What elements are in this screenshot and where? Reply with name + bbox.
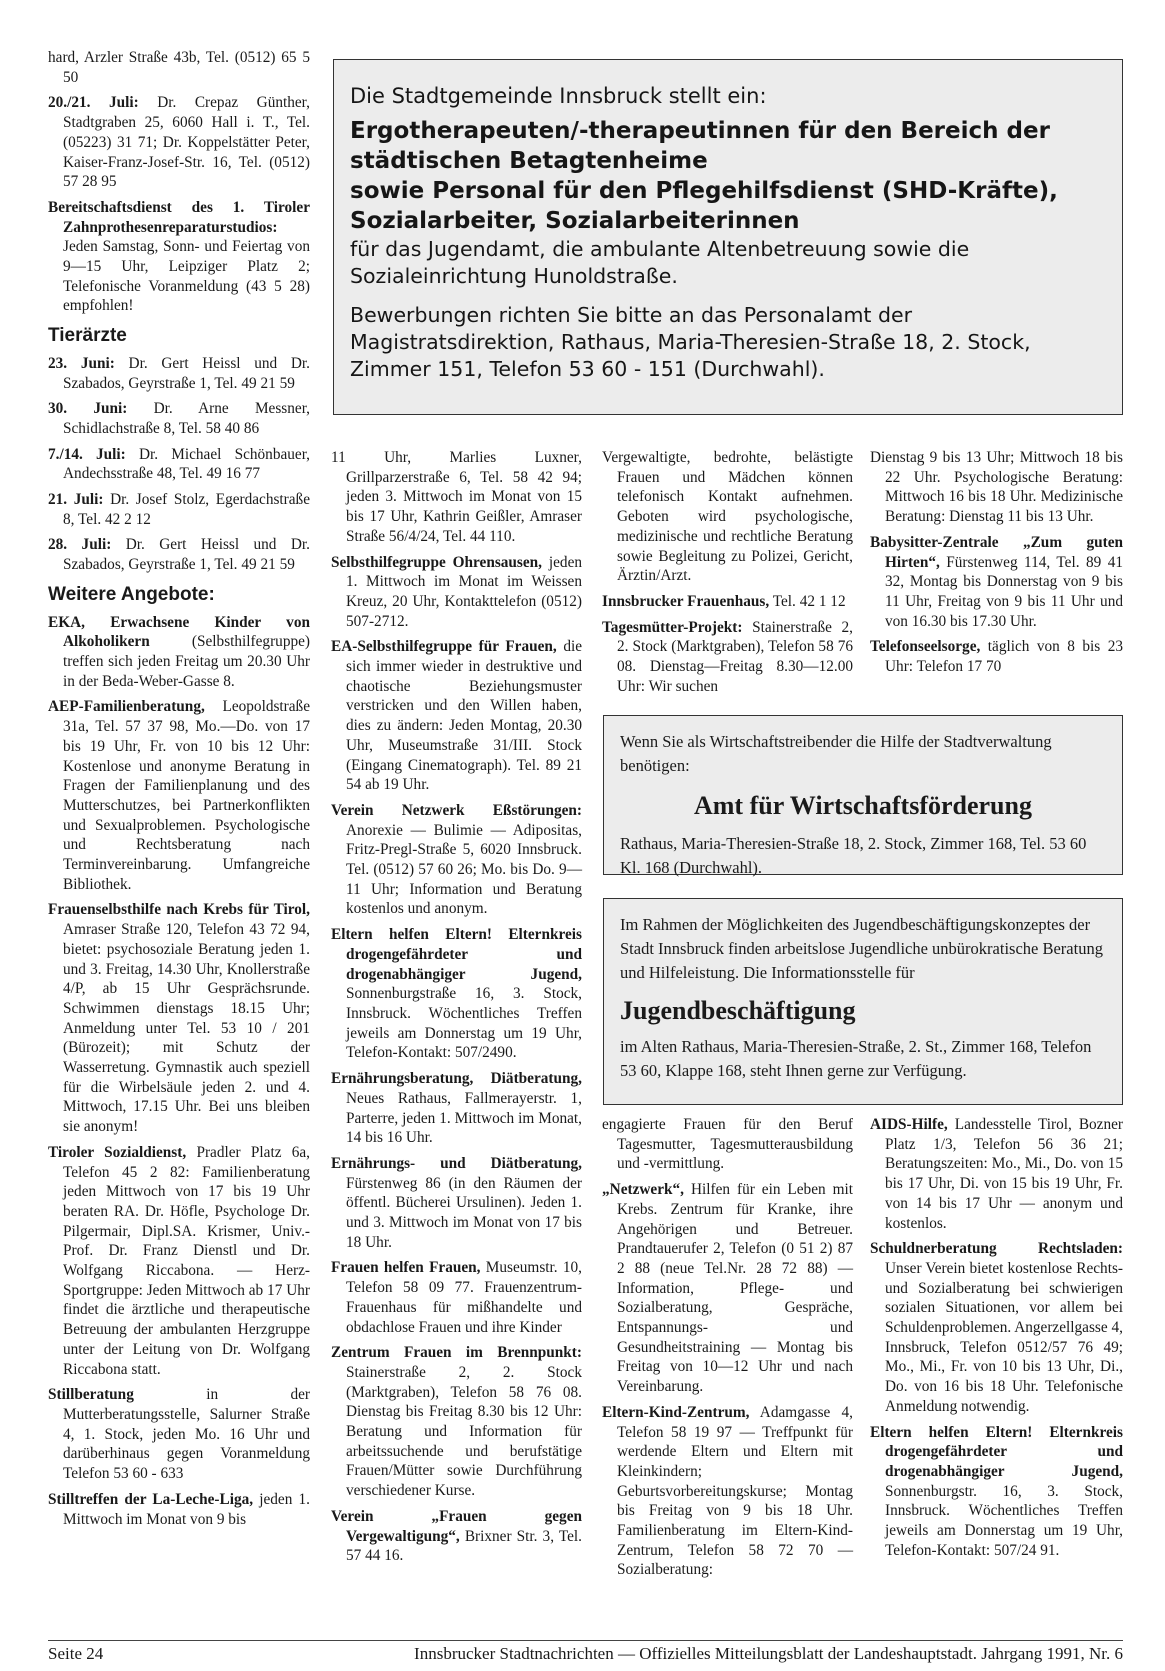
entry-name: Ernährungs- und Diätberatung, bbox=[331, 1154, 582, 1172]
entry-name: Babysitter-Zentrale „Zum guten Hirten“, bbox=[870, 533, 1123, 571]
job-ad-application-info: Bewerbungen richten Sie bitte an das Personalamt der Magistratsdirektion, Rathaus, Maria-Theresien-Straße 18, 2. Stock, Zimmer 151, Telefon 53 60 - 151 (Durchwahl). bbox=[350, 303, 1031, 381]
job-ad-intro: Die Stadtgemeinde Innsbruck stellt ein: bbox=[350, 84, 767, 108]
listing-entry: Babysitter-Zentrale „Zum guten Hirten“, Fürstenweg 114, Tel. 89 41 32, Montag bis Donnerstag von 9 bis 11 Uhr, Freitag von 9 bis 11 Uhr und von 16.30 bis 17.30 Uhr. bbox=[870, 533, 1123, 630]
page-footer bbox=[48, 1640, 1123, 1664]
entry-name: Schuldnerberatung Rechtsladen: bbox=[870, 1240, 1123, 1258]
listing-entry: Eltern helfen Eltern! Elternkreis drogengefährdeter und drogenabhängiger Jugend, Sonnenburgstraße 16, 3. Stock, Innsbruck. Wöchentliches Treffen jeweils am Donnerstag um 19 Uhr, Telefon-Kontakt: 507/2490. bbox=[331, 926, 582, 1062]
entry-name: Zentrum Frauen im Brennpunkt: bbox=[331, 1344, 582, 1362]
column-4-upper bbox=[870, 448, 1123, 683]
entry-name: 28. Juli: bbox=[48, 536, 112, 554]
entry-name: Stilltreffen der La-Leche-Liga, bbox=[48, 1490, 254, 1508]
entry-name: Eltern helfen Eltern! Elternkreis drogengefährdeter und drogenabhängiger Jugend, bbox=[331, 926, 582, 983]
entry-name: 20./21. Juli: bbox=[48, 94, 139, 112]
listing-entry: Innsbrucker Frauenhaus, Tel. 42 1 12 bbox=[602, 592, 846, 610]
entry-name: Verein Netzwerk Eßstörungen: bbox=[331, 801, 582, 819]
publication-line: Innsbrucker Stadtnachrichten — Offizielles Mitteilungsblatt der Landeshauptstadt. Jahrgang 1991, Nr. 6 bbox=[414, 1644, 1123, 1663]
entry-name: 30. Juni: bbox=[48, 400, 128, 418]
entry-name: 23. Juni: bbox=[48, 354, 115, 372]
listing-entry: AIDS-Hilfe, Landesstelle Tirol, Bozner Platz 1/3, Telefon 56 36 21; Beratungszeiten: Mo., Mi., Do. von 15 bis 17 Uhr, Di. von 15 bis 19 Uhr, Fr. von 14 bis 17 Uhr — anonym und kostenlos. bbox=[870, 1116, 1123, 1232]
entry-name: Verein „Frauen gegen Vergewaltigung“, bbox=[331, 1507, 582, 1545]
listing-entry: Eltern helfen Eltern! Elternkreis drogengefährdeter und drogenabhängiger Jugend, Sonnenburgstr. 16, 3. Stock, Innsbruck. Wöchentliches Treffen jeweils am Donnerstag um 19 Uhr, Telefon-Kontakt: 507/24 91. bbox=[870, 1423, 1123, 1559]
wirtschaftsfoerderung-box bbox=[603, 715, 1123, 875]
listing-entry: EKA, Erwachsene Kinder von Alkoholikern (Selbsthilfegruppe) treffen sich jeden Freitag um 20.30 Uhr in der Beda-Weber-Gasse 8. bbox=[48, 613, 310, 690]
entry-name: AIDS-Hilfe, bbox=[870, 1116, 948, 1133]
listing-entry: Eltern-Kind-Zentrum, Adamgasse 4, Telefon 58 19 97 — Treffpunkt für werdende Eltern und Eltern mit Kleinkindern; Geburtsvorbereitungskurse; Montag bis Freitag von 9 bis 18 Uhr. Familienberatung im Eltern-Kind-Zentrum, Telefon 58 72 70 — Sozialberatung: bbox=[602, 1403, 853, 1579]
job-advertisement-box bbox=[333, 59, 1123, 415]
job-ad-subtitle: für das Jugendamt, die ambulante Altenbetreuung sowie die Sozialeinrichtung Hunoldstraße. bbox=[350, 237, 970, 288]
listing-entry: Vergewaltigte, bedrohte, belästigte Frauen und Mädchen können telefonisch Kontakt aufnehmen. Geboten wird psychologische, medizinische und rechtliche Beratung sowie Begleitung zu Polizei, Gericht, Ärztin/Arzt. bbox=[602, 449, 853, 585]
listing-entry: Dienstag 9 bis 13 Uhr; Mittwoch 18 bis 22 Uhr. Psychologische Beratung: Mittwoch 16 bis 18 Uhr. Medizinische Beratung: Dienstag 11 bis 13 Uhr. bbox=[870, 449, 1123, 526]
column-4-lower bbox=[870, 1115, 1123, 1566]
column-3-upper bbox=[602, 448, 853, 702]
jugend-intro: Im Rahmen der Möglichkeiten des Jugendbeschäftigungskonzeptes der Stadt Innsbruck finden arbeitslose Jugendliche unbürokratische Beratung und Hilfeleistung. Die Informationsstelle für bbox=[620, 915, 1103, 982]
listing-entry: 21. Juli: Dr. Josef Stolz, Egerdachstraße 8, Tel. 42 2 12 bbox=[48, 491, 310, 528]
listing-entry: 7./14. Juli: Dr. Michael Schönbauer, Andechsstraße 48, Tel. 49 16 77 bbox=[48, 445, 310, 483]
jugendbeschaeftigung-box bbox=[603, 898, 1123, 1105]
entry-name: Eltern-Kind-Zentrum, bbox=[602, 1403, 750, 1421]
entry-name: Telefonseelsorge, bbox=[870, 638, 981, 656]
job-ad-title-1: Ergotherapeuten/-therapeutinnen für den Bereich der städtischen Betagtenheime bbox=[350, 118, 1050, 174]
listing-entry: engagierte Frauen für den Beruf Tagesmutter, Tagesmutterausbildung und -vermittlung. bbox=[602, 1116, 853, 1173]
listing-entry: 20./21. Juli: Dr. Crepaz Günther, Stadtgraben 25, 6060 Hall i. T., Tel. (05223) 31 71; Dr. Koppelstätter Peter, Kaiser-Franz-Josef-Str. 16, Tel. (0512) 57 28 95 bbox=[48, 94, 310, 191]
entry-name: Tiroler Sozialdienst, bbox=[48, 1143, 187, 1161]
wirtschaft-title: Amt für Wirtschaftsförderung bbox=[694, 791, 1032, 820]
listing-entry: Zentrum Frauen im Brennpunkt: Stainerstraße 2, 2. Stock (Marktgraben), Telefon 58 76 08. Dienstag bis Freitag 8.30 bis 12 Uhr: Beratung und Information für arbeitssuchende und berufstätige Frauen/Mütter sowie Durchführung verschiedener Kurse. bbox=[331, 1344, 582, 1500]
listing-entry: Frauen helfen Frauen, Museumstr. 10, Telefon 58 09 77. Frauenzentrum-Frauenhaus für mißhandelte und obdachlose Frauen und ihre Kinder bbox=[331, 1259, 582, 1336]
listing-entry: Schuldnerberatung Rechtsladen: Unser Verein bietet kostenlose Rechts- und Sozialberatung bei schwierigen sozialen Situationen, vor allem bei Schuldenproblemen. Angerzellgasse 4, Innsbruck, Telefon 0512/57 76 49; Mo., Mi., Fr. von 10 bis 13 Uhr, Di., Do. von 16 bis 18 Uhr. Telefonische Anmeldung notwendig. bbox=[870, 1240, 1123, 1415]
entry-name: EA-Selbsthilfegruppe für Frauen, bbox=[331, 638, 557, 656]
listing-entry: Frauenselbsthilfe nach Krebs für Tirol, Amraser Straße 120, Telefon 43 72 94, bietet: psychosoziale Beratung jeden 1. und 3. Freitag, 14.30 Uhr, Knollerstraße 4/P, ab 15 Uhr Gesprächsrunde. Schwimmen dienstags 18.15 Uhr; Anmeldung unter Tel. 53 10 / 201 (Bürozeit); mit Schutz der Wasserretung. Gymnastik auch speziell für die Wirbelsäule jeden 2. und 4. Mittwoch, 17.15 Uhr. Bei uns bleiben sie anonym! bbox=[48, 901, 310, 1136]
listing-entry: Bereitschaftsdienst des 1. Tiroler Zahnprothesenreparaturstudios: Jeden Samstag, Sonn- und Feiertag von 9—15 Uhr, Leipziger Platz 2; Telefonische Voranmeldung (43 5 28) empfohlen! bbox=[48, 198, 310, 315]
entry-name: Frauen helfen Frauen, bbox=[331, 1259, 481, 1277]
entry-name: Bereitschaftsdienst des 1. Tiroler Zahnprothesenreparaturstudios: bbox=[48, 198, 310, 236]
column-1 bbox=[48, 48, 310, 1535]
entry-name: Stillberatung bbox=[48, 1386, 134, 1404]
listing-entry: AEP-Familienberatung, Leopoldstraße 31a, Tel. 57 37 98, Mo.—Do. von 17 bis 19 Uhr, Fr. von 10 bis 12 Uhr: Kostenlose und anonyme Beratung in Fragen der Familienplanung und des Mutterschutzes, bei Partnerkonflikten und Sexualproblemen. Psychologische und Rechtsberatung nach Terminvereinbarung. Umfangreiche Bibliothek. bbox=[48, 698, 310, 893]
listing-entry: Telefonseelsorge, täglich von 8 bis 23 Uhr: Telefon 17 70 bbox=[870, 638, 1123, 676]
listing-entry: 30. Juni: Dr. Arne Messner, Schidlachstraße 8, Tel. 58 40 86 bbox=[48, 400, 310, 437]
jugend-title: Jugendbeschäftigung bbox=[620, 996, 856, 1025]
entry-name: Tagesmütter-Projekt: bbox=[602, 618, 743, 636]
listing-entry: 23. Juni: Dr. Gert Heissl und Dr. Szabados, Geyrstraße 1, Tel. 49 21 59 bbox=[48, 354, 311, 392]
entry-name: 7./14. Juli: bbox=[48, 445, 126, 463]
listing-entry: Ernährungs- und Diätberatung, Fürstenweg 86 (in den Räumen der öffentl. Bücherei Ursulinen). Jeden 1. und 3. Mittwoch im Monat von 17 bis 18 Uhr. bbox=[331, 1154, 582, 1251]
entry-name: „Netzwerk“, bbox=[602, 1181, 684, 1199]
listing-entry: Tagesmütter-Projekt: Stainerstraße 2, 2. Stock (Marktgraben), Telefon 58 76 08. Dienstag—Freitag 8.30—12.00 Uhr: Wir suchen bbox=[602, 618, 853, 695]
entry-name: Ernährungsberatung, Diätberatung, bbox=[331, 1070, 582, 1088]
listing-entry: Selbsthilfegruppe Ohrensausen, jeden 1. Mittwoch im Monat im Weissen Kreuz, 20 Uhr, Kontakttelefon (0512) 507-2712. bbox=[331, 553, 583, 630]
entry-name: Frauenselbsthilfe nach Krebs für Tirol, bbox=[48, 901, 310, 919]
column-2 bbox=[331, 448, 582, 1572]
listing-entry: Stillberatung in der Mutterberatungsstelle, Salurner Straße 4, 1. Stock, jeden Mo. 16 Uhr und darüberhinaus gegen Voranmeldung Telefon 53 60 - 633 bbox=[48, 1386, 310, 1483]
entry-name: 21. Juli: bbox=[48, 491, 104, 509]
job-ad-title-2: sowie Personal für den Pflegehilfsdienst (SHD-Kräfte), Sozialarbeiter, Sozialarbeiterinnen bbox=[350, 178, 1058, 234]
listing-entry: Tiroler Sozialdienst, Pradler Platz 6a, Telefon 45 2 82: Familienberatung jeden Mittwoch von 17 bis 19 Uhr beraten RA. Dr. Höfle, Psychologe Dr. Pilgermair, Dipl.SA. Krismer, Univ.-Prof. Dr. Franz Dienstl und Dr. Wolfgang Riccabona. — Herz-Sportgruppe: Jeden Mittwoch ab 17 Uhr findet die ärztliche und therapeutische Betreuung der ambulanten Herzgruppe unter der Leitung von Dr. Wolfgang Riccabona statt. bbox=[48, 1143, 311, 1378]
wirtschaft-intro: Wenn Sie als Wirtschaftstreibender die Hilfe der Stadtverwaltung benötigen: bbox=[620, 732, 1052, 775]
listing-entry: Ernährungsberatung, Diätberatung, Neues Rathaus, Fallmerayerstr. 1, Parterre, jeden 1. Mittwoch im Monat, 14 bis 16 Uhr. bbox=[331, 1070, 582, 1147]
listing-entry: hard, Arzler Straße 43b, Tel. (0512) 65 5 50 bbox=[48, 49, 310, 86]
listing-entry: 11 Uhr, Marlies Luxner, Grillparzerstraße 6, Tel. 58 42 94; jeden 3. Mittwoch im Monat von 15 bis 17 Uhr, Kathrin Geißler, Amraser Straße 56/4/24, Tel. 44 110. bbox=[331, 449, 582, 545]
section-heading: Weitere Angebote: bbox=[48, 583, 215, 605]
column-3-lower bbox=[602, 1115, 853, 1586]
listing-entry: „Netzwerk“, Hilfen für ein Leben mit Krebs. Zentrum für Kranke, ihre Angehörigen und Betreuer. Prandtauerufer 2, Telefon (0 51 2) 87 2 88 (neue Tel.Nr. 28 72 88) — Information, Pflege- und Sozialberatung, Gespräche, Entspannungs- und Gesundheitstraining — Montag bis Freitag von 10—12 Uhr und nach Vereinbarung. bbox=[602, 1181, 853, 1396]
entry-name: Eltern helfen Eltern! Elternkreis drogengefährdeter und drogenabhängiger Jugend, bbox=[870, 1423, 1123, 1480]
entry-name: AEP-Familienberatung, bbox=[48, 698, 205, 716]
entry-name: EKA, Erwachsene Kinder von Alkoholikern bbox=[48, 613, 310, 651]
page-number: Seite 24 bbox=[48, 1644, 104, 1663]
section-heading: Tierärzte bbox=[48, 325, 127, 347]
listing-entry: Verein „Frauen gegen Vergewaltigung“, Brixner Str. 3, Tel. 57 44 16. bbox=[331, 1507, 582, 1565]
jugend-address: im Alten Rathaus, Maria-Theresien-Straße, 2. St., Zimmer 168, Telefon 53 60, Klappe 168, steht Ihnen gerne zur Verfügung. bbox=[620, 1037, 1092, 1080]
entry-name: Selbsthilfegruppe Ohrensausen, bbox=[331, 553, 543, 571]
listing-entry: EA-Selbsthilfegruppe für Frauen, die sich immer wieder in destruktive und chaotische Beziehungsmuster verstricken und den Willen haben, dies zu ändern: Jeden Montag, 20.30 Uhr, Museumstraße 31/III. Stock (Eingang Cinematograph). Tel. 89 21 54 ab 19 Uhr. bbox=[331, 638, 583, 794]
listing-entry: Stilltreffen der La-Leche-Liga, jeden 1. Mittwoch im Monat von 9 bis bbox=[48, 1490, 311, 1528]
listing-entry: Verein Netzwerk Eßstörungen: Anorexie — Bulimie — Adipositas, Fritz-Pregl-Straße 5, 6020 Innsbruck. Tel. (0512) 57 60 26; Mo. bis Do. 9—11 Uhr; Information und Beratung kostenlos und anonym. bbox=[331, 801, 582, 918]
listing-entry: 28. Juli: Dr. Gert Heissl und Dr. Szabados, Geyrstraße 1, Tel. 49 21 59 bbox=[48, 536, 310, 574]
entry-name: Innsbrucker Frauenhaus, bbox=[602, 592, 770, 610]
wirtschaft-address: Rathaus, Maria-Theresien-Straße 18, 2. Stock, Zimmer 168, Tel. 53 60 Kl. 168 (Durchwahl). bbox=[620, 834, 1087, 877]
